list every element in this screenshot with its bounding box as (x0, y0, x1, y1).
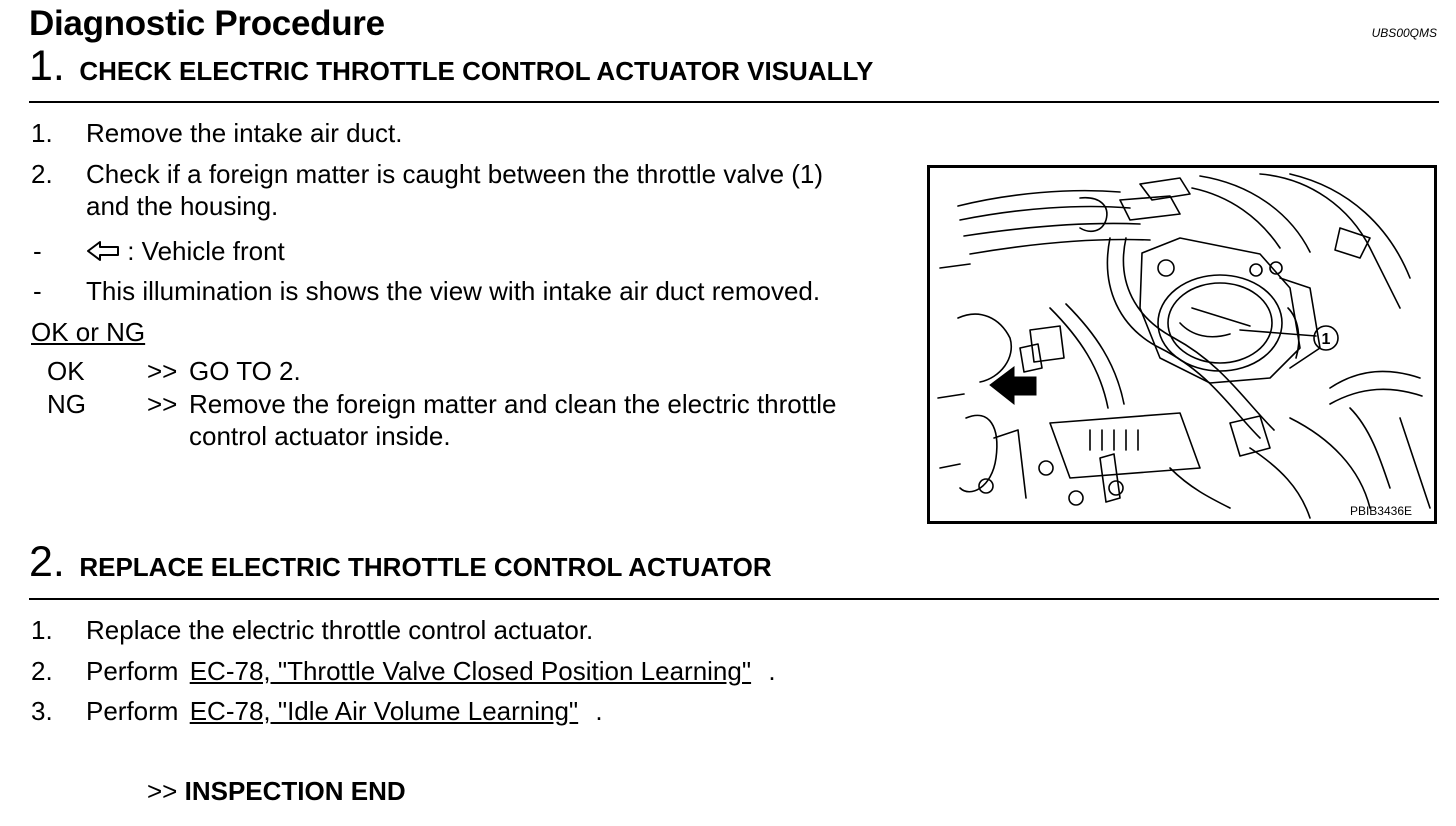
step2-item-2-suffix: . (768, 656, 776, 686)
step1-note-2-text: This illumination is shows the view with intake air duct removed. (86, 276, 821, 306)
step2-item-2-marker: 2. (31, 656, 53, 686)
step1-divider (29, 101, 1439, 103)
link-throttle-valve-closed-position-learning[interactable]: EC-78, "Throttle Valve Closed Position Learning" (189, 656, 752, 686)
result-ok-arrow: >> (147, 356, 178, 386)
result-ng-label: NG (47, 389, 86, 419)
result-ok-text: GO TO 2. (189, 356, 301, 386)
result-ng-text-line1: Remove the foreign matter and clean the electric throttle (189, 389, 837, 419)
step2-header (29, 538, 772, 587)
step2-item-1-marker: 1. (31, 615, 53, 645)
step1-note-vehicle-front (86, 236, 285, 267)
document-id: UBS00QMS (1371, 26, 1437, 40)
result-ng-text-line2: control actuator inside. (189, 421, 451, 451)
step1-note-1-marker: - (33, 236, 42, 266)
page-title: Diagnostic Procedure (29, 4, 385, 43)
step1-item-1-marker: 1. (31, 118, 53, 148)
step2-item-3 (86, 696, 603, 727)
step2-item-3-prefix: Perform (86, 696, 179, 726)
step2-item-2-prefix: Perform (86, 656, 179, 686)
step2-item-3-marker: 3. (31, 696, 53, 726)
engine-bay-illustration (930, 168, 1434, 521)
step2-divider (29, 598, 1439, 600)
result-ok-label: OK (47, 356, 85, 386)
step2-item-2 (86, 656, 776, 687)
step2-item-3-suffix: . (595, 696, 603, 726)
arrow-left-icon (86, 236, 127, 266)
step1-item-2-text-line1: Check if a foreign matter is caught between the throttle valve (1) (86, 159, 824, 189)
step1-item-2-marker: 2. (31, 159, 53, 189)
step2-heading: REPLACE ELECTRIC THROTTLE CONTROL ACTUATOR (79, 552, 772, 582)
link-idle-air-volume-learning[interactable]: EC-78, "Idle Air Volume Learning" (189, 696, 579, 726)
step1-item-2-text-line2: and the housing. (86, 191, 279, 221)
step1-heading: CHECK ELECTRIC THROTTLE CONTROL ACTUATOR VISUALLY (79, 56, 874, 86)
throttle-figure (927, 165, 1437, 524)
step1-header (29, 42, 873, 91)
inspection-end-text: INSPECTION END (184, 776, 406, 806)
vehicle-front-arrow-icon (990, 367, 1036, 404)
result-title: OK or NG (31, 317, 146, 347)
figure-caption: PBIB3436E (1349, 504, 1412, 518)
result-ng-arrow: >> (147, 389, 178, 419)
step1-note-2-marker: - (33, 276, 42, 306)
step2-number: 2. (29, 538, 65, 586)
step1-item-1-text: Remove the intake air duct. (86, 118, 403, 148)
step2-item-1-text: Replace the electric throttle control actuator. (86, 615, 594, 645)
vehicle-front-label: : Vehicle front (127, 236, 285, 266)
figure-callout-1: 1 (1321, 331, 1331, 348)
inspection-end (147, 776, 406, 807)
inspection-end-arrow: >> (147, 776, 178, 806)
step1-number: 1. (29, 42, 65, 90)
